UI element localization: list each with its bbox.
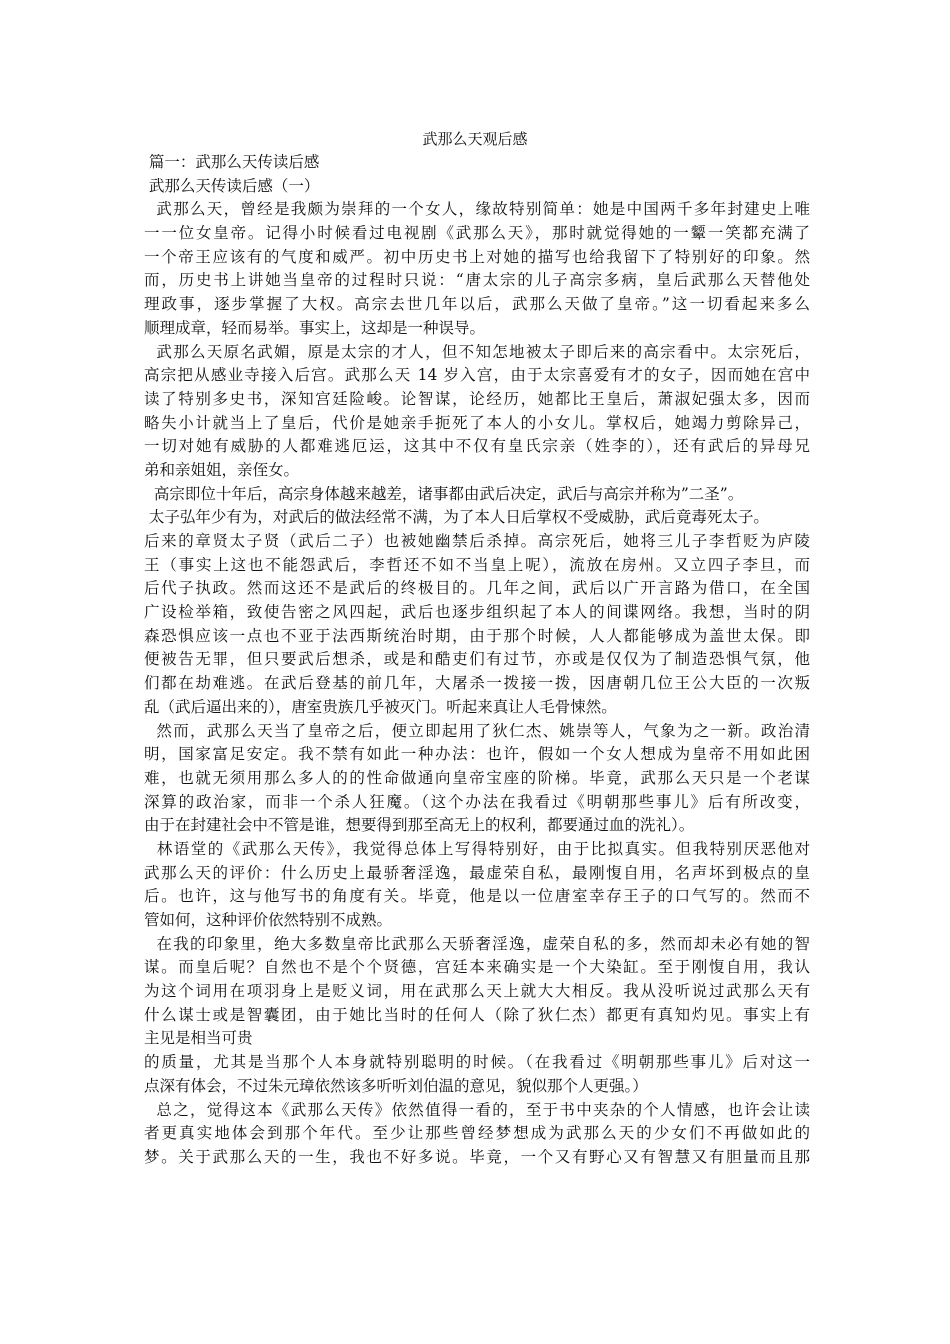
text-line: 管如何，这种评价依然特别不成熟。 <box>144 911 393 929</box>
text-line: 太子弘年少有为，对武后的做法经常不满，为了本人日后掌权不受威胁，武后竟毒死太子。 <box>144 508 769 527</box>
text-line: 读了特别多史书，深知宫廷险峻。论智谋，论经历，她都比王皇后，萧淑妃强太多，因而 <box>144 389 810 408</box>
text-line: 主见是相当可贵 <box>144 1029 253 1048</box>
text-line: 理政事，逐步掌握了大权。高宗去世几年以后，武那么天做了皇帝。”这一切看起来多么 <box>144 295 810 314</box>
text-line: 高宗即位十年后，高宗身体越来越差，诸事都由武后决定，武后与高宗并称为”二圣”。 <box>144 484 744 503</box>
text-line: 顺理成章，轻而易举。事实上，这却是一种误导。 <box>144 318 486 337</box>
text-line: 在我的印象里，绝大多数皇帝比武那么天骄奢淫逸，虚荣自私的多，然而却未必有她的智 <box>144 934 810 953</box>
text-line: 后。也许，这与他写书的角度有关。毕竟，他是以一位唐室幸存王子的口气写的。然而不 <box>144 887 810 906</box>
document-body <box>144 151 810 1170</box>
text-line: 明，国家富足安定。我不禁有如此一种办法：也许，假如一个女人想成为皇帝不用如此困 <box>144 745 810 764</box>
text-line: 便被告无罪，但只要武后想杀，或是和酷吏们有过节，亦或是仅仅为了制造恐惧气氛，他 <box>144 650 810 669</box>
text-line: 然而，武那么天当了皇帝之后，便立即起用了狄仁杰、姚崇等人，气象为之一新。政治清 <box>144 721 810 740</box>
text-line: 总之，觉得这本《武那么天传》依然值得一看的，至于书中夹杂的个人情感，也许会让读 <box>144 1100 810 1119</box>
text-line: 梦。关于武那么天的一生，我也不好多说。毕竟，一个又有野心又有智慧又有胆量而且那 <box>144 1147 810 1166</box>
text-line: 弟和亲姐姐，亲侄女。 <box>144 460 300 479</box>
text-line: 后代子执政。然而这还不是武后的终极目的。几年之间，武后以广开言路为借口，在全国 <box>144 579 810 598</box>
text-line: 篇一：武那么天传读后感 <box>144 153 320 171</box>
text-line: 王（事实上这也不能怨武后，李哲还不如不当皇上呢），流放在房州。又立四子李旦，而 <box>144 555 810 574</box>
text-line: 一切对她有威胁的人都难逃厄运，这其中不仅有皇氏宗亲（姓李的），还有武后的异母兄 <box>144 437 810 456</box>
text-line: 武那么天，曾经是我颇为崇拜的一个女人，缘故特别简单：她是中国两千多年封建史上唯 <box>144 200 810 219</box>
text-line: 武那么天原名武媚，原是太宗的才人，但不知怎地被太子即后来的高宗看中。太宗死后， <box>144 342 810 361</box>
text-line: 乱（武后逼出来的），唐室贵族几乎被灭门。听起来真让人毛骨悚然。 <box>144 697 617 716</box>
text-line: 略失小计就当上了皇后，代价是她亲手扼死了本人的小女儿。掌权后，她竭力剪除异己， <box>144 413 810 432</box>
text-line: 们都在劫难逃。在武后登基的前几年，大屠杀一拨接一拨，因唐朝几位王公大臣的一次叛 <box>144 674 810 693</box>
text-line: 而，历史书上讲她当皇帝的过程时只说：“唐太宗的儿子高宗多病，皇后武那么天替他处 <box>144 271 810 290</box>
text-line: 什么谋士或是智囊团，由于她比当时的任何人（除了狄仁杰）都更有真知灼见。事实上有 <box>144 1005 810 1024</box>
text-line: 后来的章贤太子贤（武后二子）也被她幽禁后杀掉。高宗死后，她将三儿子李哲贬为庐陵 <box>144 532 810 550</box>
text-line: 难，也就无须用那么多人的的性命做通向皇帝宝座的阶梯。毕竟，武那么天只是一个老谋 <box>144 768 810 787</box>
text-line: 由于在封建社会中不管是谁，想要得到那至高无上的权利，都要通过血的洗礼）。 <box>144 816 695 835</box>
text-line: 武那么天传读后感（一） <box>144 176 320 195</box>
text-line: 为这个词用在项羽身上是贬义词，用在武那么天上就大大相反。我从没听说过武那么天有 <box>144 982 810 1001</box>
text-line: 森恐惧应该一点也不亚于法西斯统治时期，由于那个时候，人人都能够成为盖世太保。即 <box>144 626 810 645</box>
text-line: 武那么天的评价：什么历史上最骄奢淫逸，最虚荣自私，最刚愎自用，名声坏到极点的皇 <box>144 863 810 882</box>
text-line: 谋。而皇后呢？自然也不是个个贤德，宫廷本来确实是一个大染缸。至于刚愎自用，我认 <box>144 958 810 977</box>
text-line: 点深有体会，不过朱元璋依然该多听听刘伯温的意见，貌似那个人更强。） <box>144 1076 648 1095</box>
document-title: 武那么天观后感 <box>422 130 528 148</box>
text-line: 的质量，尤其是当那个人本身就特别聪明的时候。（在我看过《明朝那些事儿》后对这一 <box>144 1053 810 1072</box>
text-line: 林语堂的《武那么天传》，我觉得总体上写得特别好，由于比拟真实。但我特别厌恶他对 <box>144 839 810 858</box>
text-line: 一个帝王应该有的气度和威严。初中历史书上对她的描写也给我留下了特别好的印象。然 <box>144 247 810 266</box>
text-line: 一一位女皇帝。记得小时候看过电视剧《武那么天》，那时就觉得她的一颦一笑都充满了 <box>144 224 810 243</box>
text-line: 者更真实地体会到那个年代。至少让那些曾经梦想成为武那么天的少女们不再做如此的 <box>144 1124 810 1143</box>
text-line: 高宗把从感业寺接入后宫。武那么天 14 岁入宫，由于太宗喜爱有才的女子，因而她在宫中 <box>144 366 810 385</box>
text-line: 广设检举箱，致使告密之风四起，武后也逐步组织起了本人的间谍网络。我想，当时的阴 <box>144 603 810 622</box>
text-line: 深算的政治家，而非一个杀人狂魔。（这个办法在我看过《明朝那些事儿》后有所改变， <box>144 792 810 811</box>
